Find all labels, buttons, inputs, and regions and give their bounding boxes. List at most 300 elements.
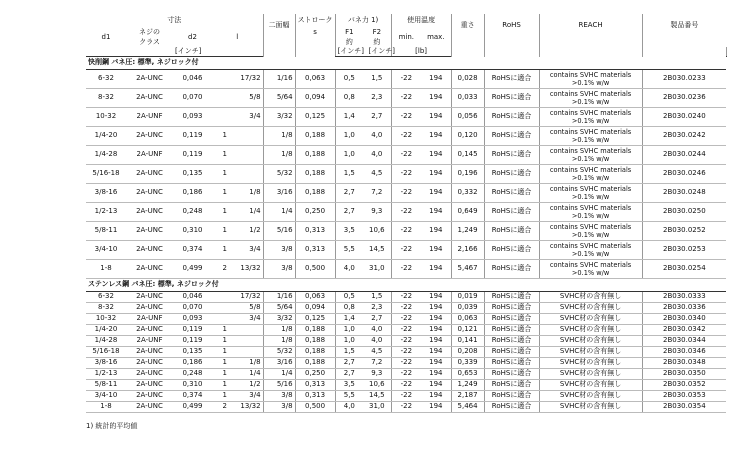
cell-w: 2,187 [451, 391, 484, 402]
f2-approx-header: 約 [373, 37, 381, 46]
cell-lf: 1/2 [229, 380, 263, 391]
cell-w: 0,208 [451, 347, 484, 358]
cell-f2: 7,2 [363, 358, 391, 369]
cell-s: 0,188 [295, 325, 335, 336]
cell-min: -22 [391, 127, 421, 146]
cell-f2: 1,5 [363, 292, 391, 303]
cell-flat: 3/16 [263, 358, 295, 369]
cell-cls: 2A-UNC [126, 402, 173, 413]
part-number-header: 製品番号 [642, 14, 726, 38]
cell-d1: 6-32 [86, 70, 126, 89]
cell-flat: 5/64 [263, 89, 295, 108]
cell-max: 194 [421, 184, 451, 203]
footnote: 1) 統計的平均値 [86, 422, 138, 430]
cell-s: 0,063 [295, 70, 335, 89]
cell-rohs: RoHSに適合 [484, 391, 539, 402]
cell-min: -22 [391, 336, 421, 347]
cell-lf: 5/8 [229, 89, 263, 108]
cell-flat: 5/32 [263, 165, 295, 184]
cell-s: 0,188 [295, 358, 335, 369]
cell-cls: 2A-UNC [126, 292, 173, 303]
unit-inch-flat-stroke [335, 46, 395, 57]
table-row [86, 325, 726, 336]
cell-li [212, 89, 229, 108]
cell-rohs: RoHSに適合 [484, 336, 539, 347]
cell-s: 0,094 [295, 303, 335, 314]
cell-lf: 13/32 [229, 402, 263, 413]
cell-reach: contains SVHC materials >0.1% w/w [539, 241, 642, 260]
cell-rohs: RoHSに適合 [484, 89, 539, 108]
cell-max: 194 [421, 222, 451, 241]
cell-s: 0,188 [295, 184, 335, 203]
cell-cls: 2A-UNF [126, 314, 173, 325]
unit-inch-dims: [インチ] [173, 47, 263, 57]
cell-f2: 2,7 [363, 314, 391, 325]
cell-min: -22 [391, 222, 421, 241]
cell-min: -22 [391, 347, 421, 358]
cell-f1: 1,0 [335, 127, 363, 146]
cell-max: 194 [421, 358, 451, 369]
cell-d1: 1/2-13 [86, 369, 126, 380]
cell-li [212, 314, 229, 325]
thread-class-header-1: ネジの [139, 28, 160, 37]
cell-w: 0,649 [451, 203, 484, 222]
table-row [86, 184, 726, 203]
cell-li: 2 [212, 402, 229, 413]
cell-max: 194 [421, 380, 451, 391]
reach-header: REACH [539, 14, 642, 38]
cell-lf: 3/4 [229, 241, 263, 260]
cell-f1: 5,5 [335, 241, 363, 260]
cell-max: 194 [421, 260, 451, 279]
thread-class-header-2: クラス [139, 37, 160, 46]
cell-li: 1 [212, 358, 229, 369]
cell-lf: 3/4 [229, 108, 263, 127]
cell-reach: SVHC材の含有無し [539, 402, 642, 413]
cell-li [212, 108, 229, 127]
cell-rohs: RoHSに適合 [484, 241, 539, 260]
cell-w: 5,464 [451, 402, 484, 413]
cell-flat: 3/8 [263, 260, 295, 279]
cell-pn: 2B030.0244 [642, 146, 726, 165]
cell-pn: 2B030.0340 [642, 314, 726, 325]
cell-flat: 1/8 [263, 336, 295, 347]
cell-max: 194 [421, 369, 451, 380]
cell-d2: 0,248 [173, 203, 212, 222]
cell-pn: 2B030.0246 [642, 165, 726, 184]
cell-d2: 0,499 [173, 402, 212, 413]
cell-max: 194 [421, 70, 451, 89]
cell-f1: 0,8 [335, 303, 363, 314]
cell-cls: 2A-UNC [126, 358, 173, 369]
cell-f1: 2,7 [335, 203, 363, 222]
cell-max: 194 [421, 336, 451, 347]
cell-w: 0,653 [451, 369, 484, 380]
cell-pn: 2B030.0350 [642, 369, 726, 380]
cell-reach: contains SVHC materials >0.1% w/w [539, 146, 642, 165]
cell-s: 0,313 [295, 380, 335, 391]
cell-lf: 17/32 [229, 70, 263, 89]
cell-max: 194 [421, 303, 451, 314]
cell-li: 1 [212, 127, 229, 146]
cell-cls: 2A-UNC [126, 203, 173, 222]
cell-w: 2,166 [451, 241, 484, 260]
cell-s: 0,188 [295, 347, 335, 358]
cell-min: -22 [391, 108, 421, 127]
cell-d2: 0,374 [173, 241, 212, 260]
cell-min: -22 [391, 241, 421, 260]
cell-min: -22 [391, 89, 421, 108]
cell-max: 194 [421, 108, 451, 127]
cell-s: 0,313 [295, 391, 335, 402]
cell-cls: 2A-UNC [126, 184, 173, 203]
cell-flat: 1/4 [263, 203, 295, 222]
cell-rohs: RoHSに適合 [484, 146, 539, 165]
cell-f1: 0,8 [335, 89, 363, 108]
cell-flat: 3/32 [263, 314, 295, 325]
cell-s: 0,125 [295, 108, 335, 127]
table-row [86, 314, 726, 325]
cell-d2: 0,119 [173, 336, 212, 347]
cell-w: 0,056 [451, 108, 484, 127]
cell-d2: 0,499 [173, 260, 212, 279]
cell-lf [229, 347, 263, 358]
cell-li: 1 [212, 222, 229, 241]
cell-d2: 0,070 [173, 89, 212, 108]
table-row [86, 89, 726, 108]
cell-lf: 3/4 [229, 314, 263, 325]
cell-f2: 2,3 [363, 89, 391, 108]
flat-header: 二面幅 [263, 14, 295, 38]
cell-f1: 1,0 [335, 146, 363, 165]
section-title-row [86, 279, 726, 292]
cell-lf: 1/8 [229, 358, 263, 369]
cell-f2: 4,0 [363, 336, 391, 347]
cell-w: 0,145 [451, 146, 484, 165]
stroke-header-2: s [295, 28, 335, 38]
cell-lf: 1/8 [229, 184, 263, 203]
cell-li: 1 [212, 325, 229, 336]
cell-pn: 2B030.0233 [642, 70, 726, 89]
table-row [86, 127, 726, 146]
cell-max: 194 [421, 241, 451, 260]
rohs-header: RoHS [484, 14, 539, 38]
cell-rohs: RoHSに適合 [484, 369, 539, 380]
table-row [86, 303, 726, 314]
cell-w: 0,339 [451, 358, 484, 369]
cell-li: 1 [212, 369, 229, 380]
cell-flat: 5/16 [263, 380, 295, 391]
cell-w: 0,033 [451, 89, 484, 108]
table-row [86, 241, 726, 260]
cell-f2: 4,0 [363, 325, 391, 336]
cell-rohs: RoHSに適合 [484, 184, 539, 203]
cell-li [212, 70, 229, 89]
cell-f1: 0,5 [335, 292, 363, 303]
cell-f2: 4,0 [363, 146, 391, 165]
cell-s: 0,188 [295, 146, 335, 165]
cell-max: 194 [421, 89, 451, 108]
cell-rohs: RoHSに適合 [484, 314, 539, 325]
cell-reach: SVHC材の含有無し [539, 325, 642, 336]
cell-s: 0,250 [295, 203, 335, 222]
cell-pn: 2B030.0242 [642, 127, 726, 146]
cell-s: 0,063 [295, 292, 335, 303]
cell-f1: 2,7 [335, 369, 363, 380]
cell-d1: 3/8-16 [86, 184, 126, 203]
cell-li: 1 [212, 203, 229, 222]
cell-w: 5,467 [451, 260, 484, 279]
cell-lf: 5/8 [229, 303, 263, 314]
cell-d1: 5/8-11 [86, 380, 126, 391]
cell-w: 1,249 [451, 380, 484, 391]
cell-d2: 0,093 [173, 108, 212, 127]
cell-f1: 3,5 [335, 222, 363, 241]
section-title-row [86, 57, 726, 70]
cell-flat: 3/8 [263, 241, 295, 260]
cell-li: 2 [212, 260, 229, 279]
cell-s: 0,188 [295, 127, 335, 146]
cell-rohs: RoHSに適合 [484, 222, 539, 241]
cell-max: 194 [421, 391, 451, 402]
table-row [86, 347, 726, 358]
temp-min-header: min. [391, 28, 421, 47]
table-row [86, 222, 726, 241]
cell-s: 0,500 [295, 260, 335, 279]
cell-lf [229, 127, 263, 146]
cell-d1: 5/8-11 [86, 222, 126, 241]
cell-pn: 2B030.0252 [642, 222, 726, 241]
cell-flat: 1/16 [263, 70, 295, 89]
cell-f2: 9,3 [363, 203, 391, 222]
cell-d2: 0,186 [173, 184, 212, 203]
cell-d2: 0,119 [173, 127, 212, 146]
cell-flat: 1/4 [263, 369, 295, 380]
cell-rohs: RoHSに適合 [484, 380, 539, 391]
cell-lf [229, 325, 263, 336]
cell-f1: 5,5 [335, 391, 363, 402]
cell-rohs: RoHSに適合 [484, 303, 539, 314]
table-row [86, 70, 726, 89]
cell-d1: 3/8-16 [86, 358, 126, 369]
cell-reach: contains SVHC materials >0.1% w/w [539, 165, 642, 184]
cell-flat: 3/32 [263, 108, 295, 127]
cell-reach: contains SVHC materials >0.1% w/w [539, 260, 642, 279]
cell-f1: 1,4 [335, 314, 363, 325]
cell-lf: 1/4 [229, 369, 263, 380]
cell-f2: 4,0 [363, 127, 391, 146]
cell-cls: 2A-UNC [126, 369, 173, 380]
cell-f2: 4,5 [363, 165, 391, 184]
cell-d1: 10-32 [86, 108, 126, 127]
cell-li [212, 292, 229, 303]
cell-min: -22 [391, 380, 421, 391]
table-row [86, 146, 726, 165]
cell-min: -22 [391, 146, 421, 165]
cell-f1: 0,5 [335, 70, 363, 89]
cell-lf [229, 146, 263, 165]
cell-rohs: RoHSに適合 [484, 358, 539, 369]
cell-cls: 2A-UNC [126, 222, 173, 241]
cell-cls: 2A-UNC [126, 165, 173, 184]
cell-f1: 1,0 [335, 325, 363, 336]
cell-reach: SVHC材の含有無し [539, 336, 642, 347]
cell-cls: 2A-UNC [126, 380, 173, 391]
cell-pn: 2B030.0333 [642, 292, 726, 303]
section-title: 快削鋼 バネ圧: 標準, ネジロック付 [86, 57, 726, 70]
unit-inch-flat: [インチ] [337, 46, 365, 55]
spec-table [86, 14, 726, 413]
cell-min: -22 [391, 314, 421, 325]
cell-reach: SVHC材の含有無し [539, 391, 642, 402]
cell-min: -22 [391, 325, 421, 336]
unit-lb: [lb] [391, 47, 451, 57]
cell-reach: SVHC材の含有無し [539, 292, 642, 303]
cell-s: 0,313 [295, 222, 335, 241]
weight-header: 重さ [451, 14, 484, 38]
cell-reach: contains SVHC materials >0.1% w/w [539, 203, 642, 222]
cell-li: 1 [212, 380, 229, 391]
cell-f1: 1,5 [335, 165, 363, 184]
cell-w: 0,063 [451, 314, 484, 325]
cell-reach: SVHC材の含有無し [539, 314, 642, 325]
cell-li [212, 303, 229, 314]
cell-max: 194 [421, 127, 451, 146]
cell-d1: 1/4-20 [86, 127, 126, 146]
cell-min: -22 [391, 165, 421, 184]
cell-max: 194 [421, 146, 451, 165]
cell-flat: 5/32 [263, 347, 295, 358]
table-row [86, 260, 726, 279]
cell-d1: 6-32 [86, 292, 126, 303]
cell-pn: 2B030.0236 [642, 89, 726, 108]
cell-flat: 3/16 [263, 184, 295, 203]
cell-f2: 2,3 [363, 303, 391, 314]
cell-min: -22 [391, 391, 421, 402]
cell-pn: 2B030.0253 [642, 241, 726, 260]
cell-li: 1 [212, 347, 229, 358]
cell-rohs: RoHSに適合 [484, 402, 539, 413]
cell-d2: 0,310 [173, 222, 212, 241]
cell-lf: 17/32 [229, 292, 263, 303]
cell-min: -22 [391, 184, 421, 203]
cell-cls: 2A-UNC [126, 325, 173, 336]
cell-d1: 10-32 [86, 314, 126, 325]
cell-w: 0,120 [451, 127, 484, 146]
cell-rohs: RoHSに適合 [484, 292, 539, 303]
cell-reach: SVHC材の含有無し [539, 303, 642, 314]
cell-d2: 0,119 [173, 325, 212, 336]
cell-li: 1 [212, 184, 229, 203]
cell-w: 0,028 [451, 70, 484, 89]
cell-min: -22 [391, 203, 421, 222]
cell-d2: 0,310 [173, 380, 212, 391]
table-row [86, 165, 726, 184]
cell-li: 1 [212, 165, 229, 184]
cell-max: 194 [421, 165, 451, 184]
cell-flat: 3/8 [263, 402, 295, 413]
cell-pn: 2B030.0354 [642, 402, 726, 413]
cell-f1: 2,7 [335, 358, 363, 369]
cell-f2: 14,5 [363, 241, 391, 260]
cell-max: 194 [421, 325, 451, 336]
cell-pn: 2B030.0254 [642, 260, 726, 279]
cell-min: -22 [391, 303, 421, 314]
cell-d1: 5/16-18 [86, 165, 126, 184]
cell-w: 0,039 [451, 303, 484, 314]
table-header [86, 14, 726, 57]
cell-f2: 31,0 [363, 260, 391, 279]
cell-reach: SVHC材の含有無し [539, 358, 642, 369]
cell-w: 0,121 [451, 325, 484, 336]
cell-d1: 1/4-20 [86, 325, 126, 336]
cell-f1: 1,0 [335, 336, 363, 347]
d1-header: d1 [101, 32, 111, 41]
cell-f2: 10,6 [363, 380, 391, 391]
cell-reach: SVHC材の含有無し [539, 347, 642, 358]
cell-s: 0,125 [295, 314, 335, 325]
f1-approx-header: 約 [335, 38, 363, 47]
cell-pn: 2B030.0352 [642, 380, 726, 391]
cell-s: 0,500 [295, 402, 335, 413]
cell-f2: 10,6 [363, 222, 391, 241]
cell-pn: 2B030.0342 [642, 325, 726, 336]
length-header: l [236, 32, 239, 41]
cell-reach: SVHC材の含有無し [539, 369, 642, 380]
cell-flat: 1/8 [263, 325, 295, 336]
cell-min: -22 [391, 358, 421, 369]
cell-flat: 5/64 [263, 303, 295, 314]
cell-d2: 0,248 [173, 369, 212, 380]
cell-cls: 2A-UNF [126, 336, 173, 347]
cell-f2: 2,7 [363, 108, 391, 127]
cell-min: -22 [391, 402, 421, 413]
cell-f2: 4,5 [363, 347, 391, 358]
cell-pn: 2B030.0336 [642, 303, 726, 314]
cell-lf: 1/4 [229, 203, 263, 222]
cell-s: 0,094 [295, 89, 335, 108]
cell-reach: contains SVHC materials >0.1% w/w [539, 89, 642, 108]
cell-pn: 2B030.0353 [642, 391, 726, 402]
cell-pn: 2B030.0344 [642, 336, 726, 347]
cell-pn: 2B030.0248 [642, 184, 726, 203]
cell-rohs: RoHSに適合 [484, 70, 539, 89]
cell-w: 0,196 [451, 165, 484, 184]
cell-f2: 7,2 [363, 184, 391, 203]
cell-f2: 1,5 [363, 70, 391, 89]
cell-flat: 1/8 [263, 127, 295, 146]
cell-s: 0,188 [295, 165, 335, 184]
cell-li: 1 [212, 146, 229, 165]
spring-group-header: バネ力 1) [335, 14, 391, 28]
cell-rohs: RoHSに適合 [484, 165, 539, 184]
cell-reach: contains SVHC materials >0.1% w/w [539, 108, 642, 127]
cell-pn: 2B030.0240 [642, 108, 726, 127]
cell-d1: 1/2-13 [86, 203, 126, 222]
cell-cls: 2A-UNC [126, 347, 173, 358]
cell-min: -22 [391, 369, 421, 380]
cell-max: 194 [421, 402, 451, 413]
cell-d2: 0,046 [173, 70, 212, 89]
table-row [86, 203, 726, 222]
temp-group-header: 使用温度 [391, 14, 451, 28]
cell-cls: 2A-UNC [126, 127, 173, 146]
cell-max: 194 [421, 203, 451, 222]
cell-rohs: RoHSに適合 [484, 325, 539, 336]
unit-inch-stroke: [インチ] [368, 46, 395, 55]
cell-w: 0,141 [451, 336, 484, 347]
cell-s: 0,313 [295, 241, 335, 260]
